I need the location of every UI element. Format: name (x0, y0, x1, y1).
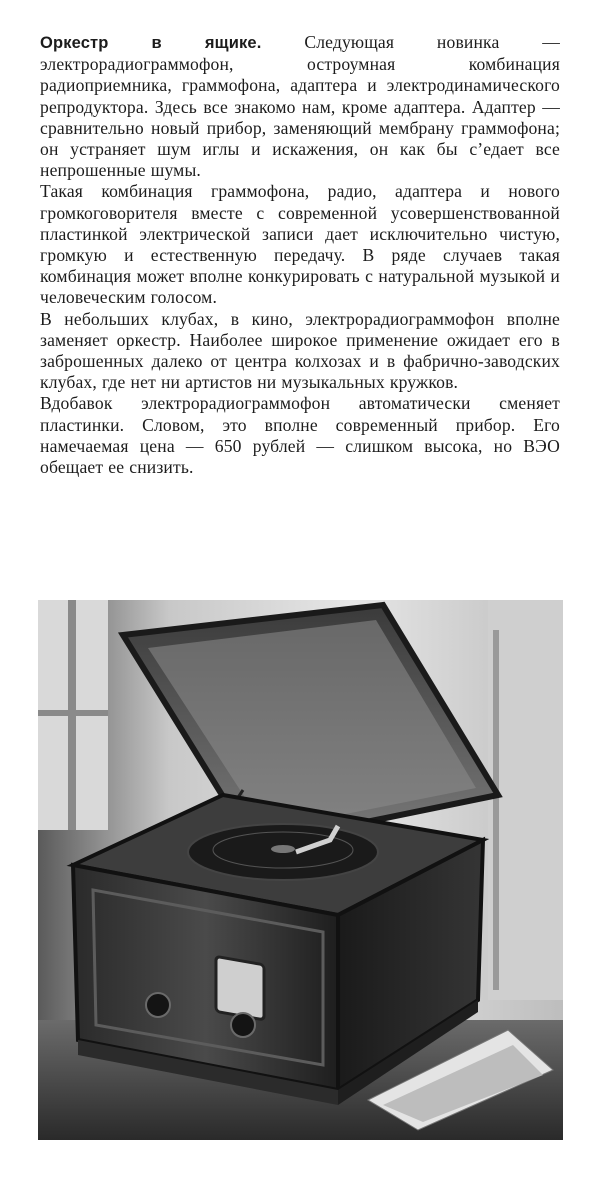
tuning-dial (216, 956, 264, 1019)
paragraph-4: Вдобавок электрорадиограммофон автоматически сменяет пластинки. Словом, это вполне современный прибор. Его намечаемая цена — 650 рублей — слишком высока, но ВЭО обещает ее снизить. (40, 393, 560, 478)
article-heading: Оркестр в ящике. (40, 34, 262, 52)
tuning-knob (231, 1013, 255, 1037)
paragraph-3: В небольших клубах, в кино, электрорадиограммофон вполне заменяет оркестр. Наиболее широкое применение ожидает его в заброшенных далеко от центра колхозах и в фабрично-заводских клубах, где нет ни артистов ни музыкальных кружков. (40, 308, 560, 393)
paragraph-1-text: Следующая новинка — электрорадиограммофон, остроумная комбинация радиоприемника, граммофона, адаптера и электродинамического репродуктора. Здесь все знакомо нам, кроме адаптера. Адаптер — сравнительно новый прибор, заменяющий мембрану граммофона; он устраняет шум иглы и искажения, он как бы сʼедает все непрошенные шумы. (40, 32, 560, 181)
wall-right (488, 600, 563, 1000)
volume-knob (146, 993, 170, 1017)
article (40, 32, 560, 478)
paragraph-2: Такая комбинация граммофона, радио, адаптера и нового громкоговорителя вместе с современной усовершенствованной пластинкой электрической записи дает исключительно чистую, громкую и естественную передачу. В ряде случаев такая комбинация может вполне конкурировать с натуральной музыкой и человеческим голосом. (40, 181, 560, 308)
paragraph-1 (40, 32, 560, 181)
radiogramophone-photo (38, 600, 563, 1140)
